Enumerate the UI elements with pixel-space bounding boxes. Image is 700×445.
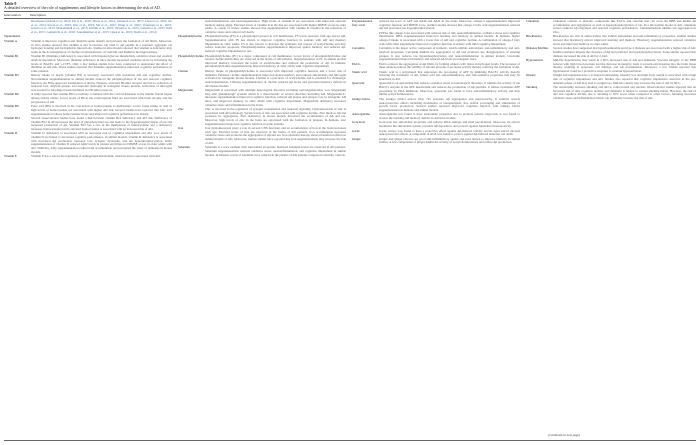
table-row — [178, 127, 346, 145]
table-row — [352, 32, 520, 47]
description-text: Blackberries are rich in anthocyanins that exhibit antioxidant and anti-inflammatory properties. Animal studies showed that blackberry extract improved learning and memory. Blueberry supplementation reduced oxidative stress and improved memory in older adults. — [553, 34, 696, 46]
table-title: Table 9 — [4, 1, 17, 6]
table-column-3 — [352, 20, 520, 438]
description-text: A study reported that vitamin B6 is positively correlated with the cortical thickness in the middle frontal region among elderly adults. Lower levels of B6 in the cerebrospinal fluid are associated with brain atrophy and the progression of AD. — [31, 92, 172, 104]
table-row — [352, 121, 520, 128]
description-text: Vitamin E has a role in the regulation of sphingolipid metabolism, which in turn is associated with AD. — [31, 154, 161, 159]
description-text: Dietary intake of phosphatidylcholine is associated with improved cognitive function and a lower risk of dementia. Perinatal choline supplementation improved spatial memory and reduced amyloidosis and microglia activation in transgenic mouse models. Choline is a precursor of acetylcholine and is essential for cholinergic neurotransmission. Lifelong supplementation of choline reduced Aβ levels and prevented memory deficits in AD mouse models. — [205, 68, 346, 88]
table-top-rule — [4, 11, 696, 12]
table-row — [178, 35, 346, 53]
intervention-label: Ginger — [352, 136, 361, 141]
intervention-label: Vitamin B6 — [4, 92, 19, 97]
table-row — [352, 71, 520, 82]
description-text: Weight and regulation have a U-shaped relationship, whereby low and high body weight is associated with a high risk of cognitive impairment and AD. Studies also reported that cognitive impairment observed in the pre-dementia phase of AD may lead to weight loss. Mid-life obesity may increase the risk of AD by 60%. — [553, 73, 696, 85]
table-row — [178, 146, 346, 157]
intervention-label: Polyunsaturated fatty acids — [352, 20, 373, 27]
table-row — [178, 20, 346, 35]
description-text: Magnesium is associated with multiple neurological disorders including neurodegeneration. Low magnesium may alter glutamatergic systems which is a characteristic of several disorders including AD. Magnesium-L-threonate supplementation improved cognitive function, reduced Aβ plaque and synapse loss in transgenic AD mice, and improved memory in older adults with cognitive impairment. Magnesium deficiency increases oxidative stress and inflammation in the brain. — [205, 88, 346, 107]
table-row — [4, 155, 172, 159]
description-text: Iron dyshomeostasis plays a role in several CNS functions and an accumulation of iron in the brain increases with age. Elevated levels of iron are observed in the brains of AD patients. Iron accumulation increases oxidative stress and promotes the aggregation of Aβ and tau. Iron chelation therapy showed beneficial effects in animal models of AD. Moreover, human studies have reported that iron supplementation may increase the risk of AD. — [205, 126, 346, 145]
table-row — [4, 93, 172, 104]
intervention-label: Vitamin D — [4, 131, 18, 136]
description-text: Vitamin D deficiency is associated with an increased risk of cognitive impairment and AD. Low levels of vitamin D are linked to decreased cognitive performance. In animal models, vitamin D deficiency is associated with increased Aβ production, neuronal loss, synaptic dystrophy, and tau hyperphosphorylation. Daily supplementation of vitamin D reduced Aβ42 levels in plasma and improved MMSE scores in older adults with AD. Similarly, daily supplementation reduced Aβ accumulation and prevented the onset of dementia in mouse models. — [31, 131, 172, 154]
table-row — [526, 74, 696, 85]
intervention-label: Garlic — [352, 128, 360, 133]
table-row — [352, 47, 520, 62]
intervention-label: Phosphatidylcholine — [178, 53, 204, 58]
intervention-label: Hypertension — [526, 57, 543, 62]
table-row — [4, 132, 172, 154]
description-text: Several observational studies have found a link between vitamin B12 deficiency and AD risk. Deficiency of vitamin B12 in AD increases the level of phosphorylated tau and leads to the hyperphosphorylation of tau and increased production of Aβ. Vitamin B12 has a role in the methylation of homocysteine and a deficiency increases homocysteine levels; elevated homocysteine is associated with an increased risk of AD. — [31, 115, 172, 131]
intervention-label: Obesity — [526, 73, 536, 78]
description-text: reduced the level of APP and Aβ40 and Aβ42 in the brain. Moreover, omega-3 supplementation improved cognitive function and MMSE score. Animal studies showed that omega-3 fatty acid supplementation reduced Aβ and prevented tau hyperphosphorylation. — [379, 20, 520, 31]
intervention-label: Phosphatidylserine — [178, 34, 202, 39]
description-text: Phosphatidylcholine (PC) is a major component of cell membranes. Lower levels of phosphatidylcholine and related choline metabolites are observed in the brains of AD patients. Supplementation of PC in animal models improved memory, increased the levels of acetylcholine and reduced the production of Aβ. In humans, phosphatidylcholine supplementation improved memory in older adults with cognitive impairment. — [205, 53, 346, 69]
description-text: Phosphatidylserine (PS) is a phospholipid present in cell membranes. PS levels decrease with age and in AD. Supplementation with PS has shown to improve cognitive function in patients with AD and memory impairment in older adults. PS is also known to increase the synthesis and release of acetylcholine and may reduce neuronal apoptosis. Phosphatidylserine supplementation improved spatial memory and reduced Aβ-induced cognitive impairment in rats. — [205, 34, 346, 54]
table-header-rule — [4, 18, 696, 19]
description-text: Ginger and ginger extracts are good anti-inflammatory agents and were shown to improve memory in animal studies. A few components of ginger inhibit the activity of acetylcholinesterase and reduce Aβ production. — [379, 136, 520, 145]
table-row — [178, 55, 346, 70]
table-row — [352, 138, 520, 145]
description-text: Zinc is involved in the regulation of synaptic transmission and neuronal signaling. Dyshomeostasis of zinc is associated with AD pathology. Serum levels of zinc are associated with cognitive decline. Zinc binds to Aβ and promotes its aggregation. Zinc deficiency in mouse models increased the accumulation of Aβ and tau. Moreover, high levels of zinc in the brain are associated with the formation of plaques. In humans, zinc supplementation improved cognitive function in some patients. — [205, 107, 346, 126]
intervention-label: Vitamin B12 — [4, 115, 21, 120]
table-row — [178, 70, 346, 88]
intervention-label: Smoking — [526, 85, 538, 90]
continued-note: (continued on next page) — [548, 433, 580, 437]
table-row — [4, 55, 172, 73]
header-description: Description — [30, 13, 46, 17]
table-row — [352, 63, 520, 70]
table-row — [4, 40, 172, 55]
intervention-label: Zinc — [178, 107, 184, 112]
description-text: Tannic acid is a polyphenol that suppresses the processing of APP by inhibiting BACE1 activity thereby reducing the formation of Aβ. Tannic acid has anti-inflammatory and anti-oxidative properties that may be beneficial in AD. — [379, 69, 520, 82]
intervention-label: Selenium — [178, 145, 190, 150]
description-text: Dietary intake of niacin (vitamin B3) is inversely associated with incidental AD and cognitive decline. Nicotinamide supplementation in animal models reduced the phosphorylation of tau and restored cognitive function. An FDA-approved formulation of niacin, Niaspan, activated HCAR2 receptor and led to reduction of neuronal loss, amyloid plaque, and neuronal dystrophy in transgenic mouse models. Activation of microglia was needed for Aβ phagocytosis mediated via HCAR2 receptors. — [31, 73, 172, 92]
description-text: Folic acid (B9) is involved in the conversion of homocysteine to methionine. Lower folate intake as well as high levels of homocysteine are associated with higher AD risk. Several studies have reported that folic acid supplementation reduces homocysteine levels and improved cognitive performance in elderly. — [31, 104, 172, 116]
description-text: Vitamin B1 (thiamine) deficiency is associated with impaired glucose metabolism, oxidative stress and cerebral amyloid deposition. Moreover, thiamine deficiency in mice models increased oxidative stress by increasing the levels of BACE1 and γ-CTFS. Only a few human studies have been conducted to understand the effect of thiamine on AD risk. These studies reported that thiamine supplementation improved cognitive performance in some patients. — [31, 54, 172, 73]
table-row — [526, 86, 696, 101]
description-text: Gotu kola has antioxidant properties and reduces DNA damage and lipid peroxidation. Moreover, its extract modulates the antioxidant system, prevents Aβ deposition, and protects against Aβ-induced neurotoxicity. — [379, 120, 520, 129]
description-text: The Ginkgo biloba extract EGb 761 prevents Aβ aggregation and neurotoxicity. It exhibits several neuroprotective effects including modulation of phospholipids, free radical scavenging and stimulation of growth factor production. Several studies reported improved cognitive function with Ginkgo biloba supplementation in humans and animal models. — [379, 96, 520, 112]
intervention-label: Curcumin — [352, 46, 365, 51]
header-intervention: Intervention — [4, 13, 21, 17]
table-caption — [4, 2, 161, 11]
intervention-label: Ginkgo biloba — [352, 96, 371, 101]
intervention-label: Supplements — [4, 34, 21, 39]
intervention-label: Vitamin B9 — [4, 104, 19, 109]
intervention-label: Vitamin B1 — [4, 54, 19, 59]
table-row — [352, 82, 520, 97]
intervention-label: Magnesium — [178, 88, 193, 92]
intervention-label: Blackberries — [526, 34, 542, 39]
intervention-label: Gotu Kola — [352, 120, 366, 125]
description-text: Mid-life hypertension may result in a 60% increased risk of AD and dementia. Vascular integrity of the BBB reduces with high blood pressure and the decrease in integrity leads to protein extravasation into the brain tissue thereby resulting in apoptosis, cell damage, and Aβ accumulation. Moreover, a few studies reported that hypertension could be a protective response to cerebral hypoperfusion. — [553, 57, 696, 73]
table-header-row — [4, 13, 46, 17]
intervention-label: Vitamin B3 — [4, 73, 19, 78]
table-row — [526, 35, 696, 46]
table-row — [4, 117, 172, 132]
description-text: Ashwagandha was found to have antioxidant properties and to promote neurite outgrowth. It was found to reverse the learning and memory deficits in AD mice models. — [379, 112, 520, 120]
intervention-label: Vitamin A — [4, 38, 17, 43]
table-row — [526, 47, 696, 58]
table-subtitle: A detailed overview of the role of supplements and lifestyle factors in determining the risk of AD. — [4, 5, 161, 11]
intervention-label: EGCG — [352, 61, 361, 66]
description-text: EGCG reduces the aggregation of Aβ fibrils by forming adducts with lysine in hydrogen bonds. The presence of these adducts reduces the stability of Aβ and prevents α-secretase activity thereby reducing the formation of Aβ. — [379, 61, 520, 70]
intervention-label: Diabetes Mellitus — [526, 46, 549, 51]
description-text: Garlic extract was found to have a protective effect against Aβ-induced toxicity and its aged extract showed neuroprotective effects. A component of AGE was found to protect against Aβ-induced neuronal cell death. — [379, 128, 520, 137]
table-row — [352, 98, 520, 113]
description-text: The relationship between smoking and AD is controversial and unclear. Observational studies reported that an increased risk of AD, cognitive decline, and dementia is related to current smoking habits. However, the risk of AD and cognitive decline due to smoking is 50% lower when compared to other factors. Smoking increases oxidative stress and inflammation which can ultimately increase the risk of AD. — [553, 85, 696, 101]
table-row — [352, 130, 520, 137]
table-row — [178, 89, 346, 107]
table-bottom-rule — [4, 440, 696, 441]
table-row — [352, 20, 520, 31]
table-row — [4, 74, 172, 92]
table-row — [526, 59, 696, 74]
description-text: neuroinflammation and neurodegeneration. High levels of vitamin K are associated with improved episodic memory during aging. Elevated levels of vitamin K in the diet are associated with higher MMSE scores in older adults. A couple of review studies showed that supplementation with vitamin K resulted in the reduction of oxidative stress and reduced cell death. — [205, 20, 346, 34]
intervention-label: Tannic acid — [352, 69, 367, 74]
description-text: Several studies have suggested that hyperinsulinemia and type 2 diabetes are associated with a higher risk of AD. Insulin resistance impairs the clearance of Aβ and promotes tau hyperphosphorylation. Some studies reported that diabetes increased the risk of AD by 2-fold. — [553, 46, 696, 58]
intervention-label: Choline — [178, 68, 188, 73]
description-text: Selenium is a trace element with antioxidant properties. Reduced selenium levels are observed in AD patients. Selenium supplementation reduced oxidative stress, neuroinflammation, and cognitive impairment in animal models. In humans, levels of selenium were reduced in the plasma of AD patients compared to healthy controls. — [205, 145, 346, 157]
description-text: Quercetin is an antioxidant that reduces oxidative stress in neurological disorders. It inhibits the activity of the BACE1 enzyme in the APP metabolism and reduces the production of Aβ peptides. It further modulates APP processing by PKA inhibition. Moreover, quercetin was found to have anti-inflammatory activity and may inhibit acetylcholinesterase. — [379, 81, 520, 97]
table-column-4 — [526, 20, 696, 438]
description-text: Vitamin A improves cognition and dendritic-spine density and prevents the formation of Aβ fibrils. Moreover, in vitro studies showed that vitamin A and β-carotene can bind to Aβ peptide in a nonionic aggregate via hydrogen bonding and hydrophobic interactions. Studies in mice models showed that vitamin A deficiency may result in the downregulation of choline acetyltransferase, α7 nAChR, and RARβ in the hippocampus. — [31, 38, 172, 54]
intervention-label: Quercetin — [352, 81, 365, 86]
description-text: Curcumin is the major active component of turmeric, which exhibits antioxidant, anti-inflammatory and anti-amyloid properties. Curcumin inhibits the aggregation of Aβ and promotes the disaggregation of existing plaques. It also reduces tau hyperphosphorylation and neuroinflammation in animal models. Curcumin supplementation improved memory and reduced Aβ levels in transgenic mice. — [379, 46, 520, 62]
table-row — [526, 20, 696, 35]
intervention-label: Ashwagandha — [352, 112, 370, 117]
table-row — [178, 108, 346, 126]
table-row — [4, 105, 172, 116]
table-column-2 — [178, 20, 346, 438]
intervention-label: Vitamin E — [4, 154, 17, 159]
description-text: Cinnamon consists of phenolic compounds like EGCG and catechin that can cross the BBB and inhibit Aβ accumulation and aggregation as well as hyperphosphorylation of tau. In a Drosophila model of AD, cinnamon extract reduced Aβ oligomers and restored cognitive performance. Cinnamaldehyde inhibits tau aggregation in vitro. — [553, 20, 696, 34]
description-text: Description (Khalil et al., 2023; Pal et al., 2016; Marra et al., 2014; Jannusch et al., 2017; Chen et al., 2022; Xu et al., 2014; Kwon et al., 2023; Kiss et al., 2023; Ma et al., 2022; Wang et al., 2022; Velazquez et al., 2019; Gaveri et al., 2013; Mohammadi et al., 2015; Grimm et al., 2016; Wardel et al., 2015; Gabelli et al., 2015; Kim et al., 2015; Gumpricht et al., 2016; Sauernheimer et al., 2015; Quek et al., 2019; Sheth et al., 2014) — [31, 20, 172, 34]
intervention-label: Iron — [178, 126, 184, 131]
table-column-1 — [4, 20, 172, 438]
intervention-label: Cinnamon — [526, 20, 540, 23]
description-text: PUFAs like omega-3 are associated with reduced risk of AD, neuroinflammation, oxidative stress and cognitive impairment. DHA supplementation improved learning and memory in animal models. In humans, higher omega-3 intake is associated with a lower risk of AD and cognitive decline. A combination of omega-3 fatty acids with other supplements improved cognitive function in elderly with mild cognitive impairment. — [379, 30, 520, 46]
table-row — [4, 20, 172, 35]
